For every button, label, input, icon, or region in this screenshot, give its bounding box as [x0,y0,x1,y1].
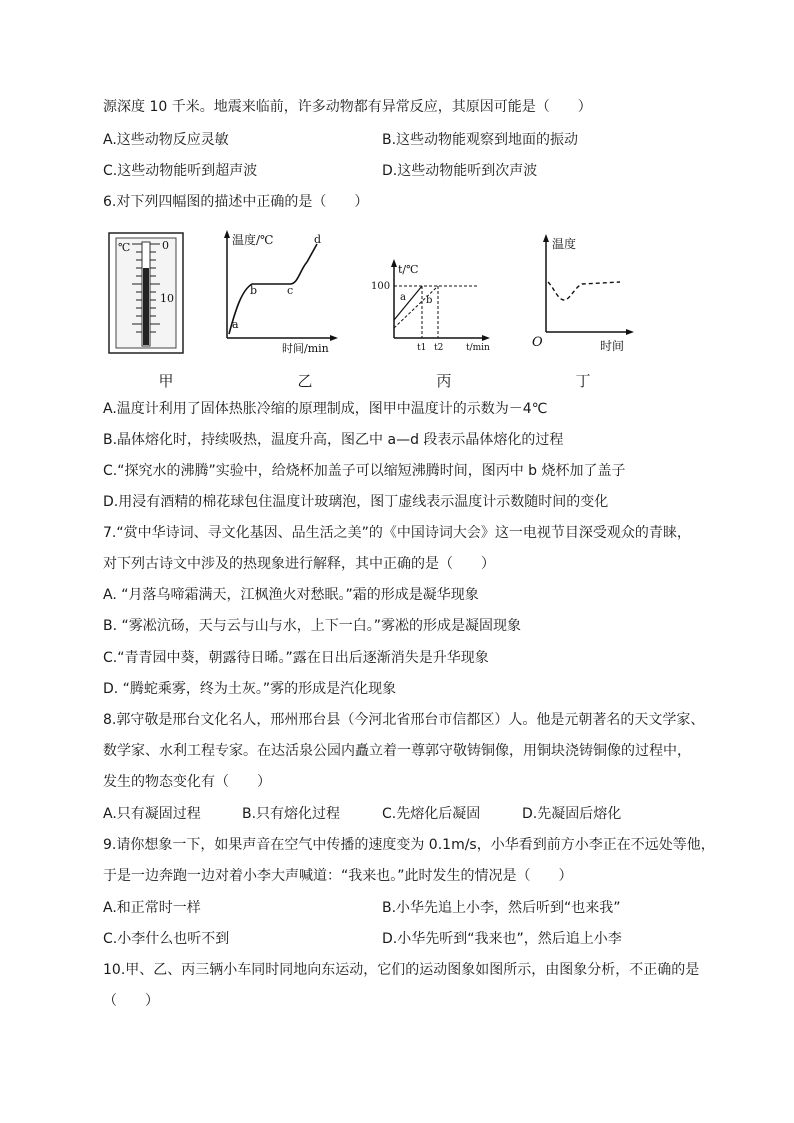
ding-xlabel: 时间 [600,339,625,353]
q7-stem-line2: 对下列古诗文中涉及的热现象进行解释，其中正确的是（ ） [103,556,495,572]
bing-t2: t2 [434,343,444,353]
q6-option-a: A.温度计利用了固体热胀冷缩的原理制成，图甲中温度计的示数为－4℃ [103,401,548,417]
q6-option-c: C.“探究水的沸腾”实验中，给烧杯加盖子可以缩短沸腾时间，图丙中 b 烧杯加了盖子 [103,463,626,479]
yi-label-c: c [287,284,294,297]
q5-option-b: B.这些动物能观察到地面的振动 [382,132,579,148]
q9-option-c: C.小李什么也听不到 [103,931,230,947]
q5-stem-continuation: 源深度 10 千米。地震来临前，许多动物都有异常反应，其原因可能是（ ） [103,99,592,115]
bing-xlabel: t/min [466,343,490,353]
q7-option-c: C.“青青园中葵，朝露待日晞。”露在日出后逐渐消失是升华现象 [103,650,489,666]
q8-option-a: A.只有凝固过程 [103,806,201,822]
yi-label-d: d [314,233,322,246]
q8-stem-line3: 发生的物态变化有（ ） [103,774,271,790]
caption-ding: 丁 [575,372,591,390]
q5-option-c: C.这些动物能听到超声波 [103,163,258,179]
ding-ylabel: 温度 [552,237,577,251]
ding-origin: O [532,335,543,350]
thermometer-figure-jia [108,232,184,354]
melting-curve-figure-yi [212,228,340,356]
caption-yi: 乙 [297,372,313,390]
q8-option-c: C.先熔化后凝固 [382,806,481,822]
thermometer-unit: ℃ [118,241,131,254]
boiling-graph-figure-bing [366,258,496,354]
q8-stem-line2: 数学家、水利工程专家。在达活泉公园内矗立着一尊郭守敬铸铜像，用铜块浇铸铜像的过程中， [103,743,691,759]
temperature-graph-figure-ding [530,232,640,354]
thermometer-label-0: 0 [162,239,169,252]
q8-option-d: D.先凝固后熔化 [522,806,622,822]
q8-stem-line1: 8.郭守敬是邢台文化名人，邢州邢台县（今河北省邢台市信都区）人。他是元朝著名的天文学家、 [103,712,705,728]
q9-option-b: B.小华先追上小李，然后听到“也来我” [382,900,621,916]
caption-bing: 丙 [436,372,452,390]
bing-label-a: a [400,292,406,303]
q9-option-a: A.和正常时一样 [103,900,201,916]
q7-stem-line1: 7.“赏中华诗词、寻文化基因、品生活之美”的《中国诗词大会》这一电视节目深受观众的青睐， [103,525,691,541]
q7-option-a: A. “月落乌啼霜满天，江枫渔火对愁眠。”霜的形成是凝华现象 [103,587,479,603]
q10-stem-line2: （ ） [103,993,159,1009]
q7-option-d: D. “腾蛇乘雾，终为土灰。”雾的形成是汽化现象 [103,681,397,697]
yi-ylabel: 温度/℃ [232,233,274,247]
q8-option-b: B.只有熔化过程 [242,806,341,822]
yi-label-b: b [250,284,258,297]
yi-xlabel: 时间/min [282,342,329,355]
q9-stem-line2: 于是一边奔跑一边对着小李大声喊道：“我来也。”此时发生的情况是（ ） [103,868,573,884]
q6-option-d: D.用浸有酒精的棉花球包住温度计玻璃泡，图丁虚线表示温度计示数随时间的变化 [103,494,609,510]
bing-ylabel: t/℃ [398,263,419,276]
bing-t1: t1 [417,343,427,353]
q6-option-b: B.晶体熔化时，持续吸热，温度升高，图乙中 a—d 段表示晶体熔化的过程 [103,432,564,448]
q9-stem-line1: 9.请你想象一下，如果声音在空气中传播的速度变为 0.1m/s，小华看到前方小李正在不远处等他， [103,837,715,853]
caption-jia: 甲 [158,372,174,390]
yi-label-a: a [232,318,239,331]
q9-option-d: D.小华先听到“我来也”，然后追上小李 [382,931,622,947]
q5-option-a: A.这些动物反应灵敏 [103,132,229,148]
q5-option-d: D.这些动物能听到次声波 [382,163,538,179]
bing-100: 100 [371,281,391,292]
bing-label-b: b [426,295,433,306]
thermometer-label-10: 10 [160,292,174,305]
q6-stem: 6.对下列四幅图的描述中正确的是（ ） [103,194,369,210]
q7-option-b: B. “雾凇沆砀，天与云与山与水，上下一白。”雾凇的形成是凝固现象 [103,618,522,634]
q10-stem-line1: 10.甲、乙、丙三辆小车同时同地向东运动，它们的运动图象如图所示，由图象分析，不正确的是 [103,962,700,978]
